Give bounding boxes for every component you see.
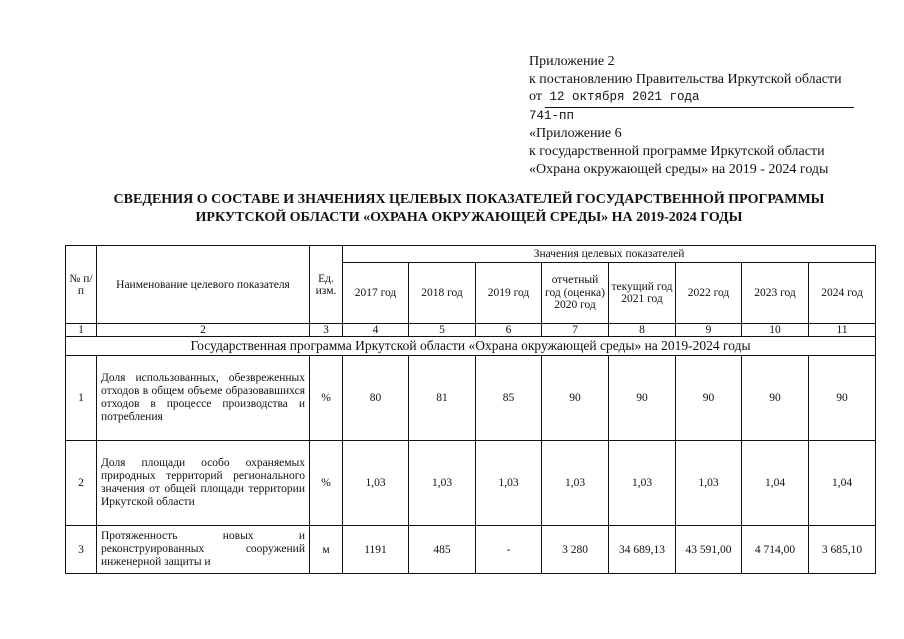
- header-year: 2023 год: [742, 263, 809, 324]
- row-value: 1,03: [409, 441, 476, 526]
- row-value: 81: [409, 356, 476, 441]
- column-number: 1: [66, 324, 97, 337]
- header-unit: Ед. изм.: [310, 246, 343, 324]
- row-value: 34 689,13: [609, 526, 676, 574]
- program-heading: Государственная программа Иркутской области «Охрана окружающей среды» на 2019-2024 годы: [66, 337, 876, 356]
- appendix-block: [529, 53, 889, 178]
- row-value: 1,03: [542, 441, 609, 526]
- column-number: 2: [97, 324, 310, 337]
- column-numbers-row: [66, 324, 876, 337]
- row-unit: %: [310, 441, 343, 526]
- column-number: 10: [742, 324, 809, 337]
- row-value: 485: [409, 526, 476, 574]
- appendix-program-name: «Охрана окружающей среды» на 2019 - 2024 годы: [529, 161, 829, 177]
- row-name: Доля использованных, обезвреженных отходов в общем объеме образовавшихся отходов в процессе производства и потребления: [97, 356, 310, 441]
- header-num: № п/п: [66, 246, 97, 324]
- row-value: 1,04: [809, 441, 876, 526]
- row-value: 43 591,00: [676, 526, 742, 574]
- appendix-from-label: от: [529, 89, 542, 105]
- column-number: 8: [609, 324, 676, 337]
- header-year: 2017 год: [343, 263, 409, 324]
- table-row: [66, 526, 876, 574]
- indicators-table: [65, 245, 876, 574]
- column-number: 9: [676, 324, 742, 337]
- header-values-group: Значения целевых показателей: [343, 246, 876, 263]
- table-row: [66, 356, 876, 441]
- appendix-annex6: «Приложение 6: [529, 126, 622, 142]
- document-title: [40, 191, 898, 227]
- row-unit: %: [310, 356, 343, 441]
- row-value: 90: [742, 356, 809, 441]
- header-year: 2019 год: [476, 263, 542, 324]
- row-num: 3: [66, 526, 97, 574]
- row-unit: м: [310, 526, 343, 574]
- row-value: 1,03: [609, 441, 676, 526]
- row-value: 90: [542, 356, 609, 441]
- column-number: 6: [476, 324, 542, 337]
- header-year: текущий год 2021 год: [609, 263, 676, 324]
- row-value: 90: [676, 356, 742, 441]
- row-value: 4 714,00: [742, 526, 809, 574]
- row-value: 90: [609, 356, 676, 441]
- row-name: Протяженность новых и реконструированных сооружений инженерной защиты и: [97, 526, 310, 574]
- row-value: 1,03: [343, 441, 409, 526]
- row-value: 3 685,10: [809, 526, 876, 574]
- row-value: 1,03: [676, 441, 742, 526]
- document-title-line2: ИРКУТСКОЙ ОБЛАСТИ «ОХРАНА ОКРУЖАЮЩЕЙ СРЕДЫ» НА 2019-2024 ГОДЫ: [195, 210, 743, 225]
- appendix-number: 741-пп: [529, 108, 575, 123]
- column-number: 4: [343, 324, 409, 337]
- row-value: 1,04: [742, 441, 809, 526]
- row-value: 80: [343, 356, 409, 441]
- header-year: 2024 год: [809, 263, 876, 324]
- column-number: 11: [809, 324, 876, 337]
- appendix-date-line: [529, 88, 889, 108]
- header-name: Наименование целевого показателя: [97, 246, 310, 324]
- column-number: 7: [542, 324, 609, 337]
- row-value: 85: [476, 356, 542, 441]
- row-value: 3 280: [542, 526, 609, 574]
- header-year: 2022 год: [676, 263, 742, 324]
- column-number: 3: [310, 324, 343, 337]
- row-value: 1191: [343, 526, 409, 574]
- appendix-resolution: к постановлению Правительства Иркутской области: [529, 71, 842, 87]
- table-row: [66, 441, 876, 526]
- header-year: 2018 год: [409, 263, 476, 324]
- row-value: -: [476, 526, 542, 574]
- document-title-line1: СВЕДЕНИЯ О СОСТАВЕ И ЗНАЧЕНИЯХ ЦЕЛЕВЫХ ПОКАЗАТЕЛЕЙ ГОСУДАРСТВЕННОЙ ПРОГРАММЫ: [113, 192, 825, 207]
- header-year: отчетный год (оценка) 2020 год: [542, 263, 609, 324]
- row-value: 1,03: [476, 441, 542, 526]
- row-name: Доля площади особо охраняемых природных территорий регионального значения от общей площади территории Иркутской области: [97, 441, 310, 526]
- appendix-program: к государственной программе Иркутской области: [529, 143, 825, 159]
- row-num: 1: [66, 356, 97, 441]
- appendix-title: Приложение 2: [529, 54, 615, 69]
- appendix-date: 12 октября 2021 года: [545, 89, 854, 108]
- column-number: 5: [409, 324, 476, 337]
- row-num: 2: [66, 441, 97, 526]
- row-value: 90: [809, 356, 876, 441]
